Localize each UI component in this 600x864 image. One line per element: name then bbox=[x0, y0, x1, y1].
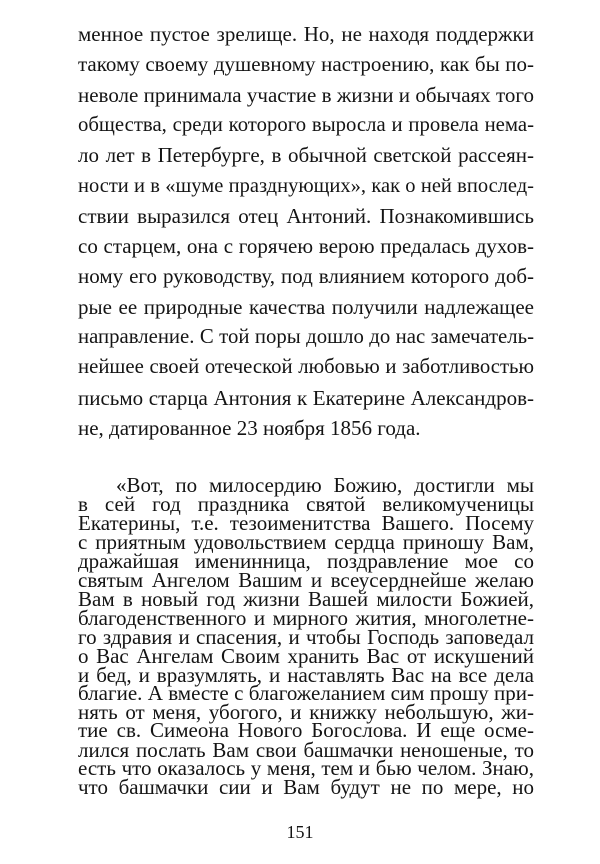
text-line: менное пустое зрелище. Но, не находя поддержки bbox=[78, 22, 534, 46]
text-line: Вам в новый год жизни Вашей милости Божией, bbox=[78, 587, 534, 611]
text-line: нейшее своей отеческой любовью и заботливостью bbox=[78, 356, 534, 378]
text-line: дражайшая именинница, поздравление мое со bbox=[78, 549, 534, 573]
text-line: письмо старца Антония к Екатерине Александров- bbox=[78, 386, 534, 410]
page-number: 151 bbox=[286, 822, 314, 842]
text-line: что башмачки сии и Вам будут не по мере, но bbox=[78, 775, 534, 799]
text-line: есть что оказалось у меня, тем и бью челом. Знаю, bbox=[78, 756, 534, 780]
text-line: не, датированное 23 ноября 1856 года. bbox=[78, 416, 421, 440]
text-line: о Вас Ангелам Своим хранить Вас от искушений bbox=[78, 644, 534, 668]
text-line: и бед, и вразумлять, и наставлять Вас на все дела bbox=[78, 663, 534, 687]
text-line: рые ее природные качества получили надлежащее bbox=[78, 295, 534, 319]
text-line: неволе принимала участие в жизни и обычаях того bbox=[78, 83, 534, 107]
text-line: ствии выразился отец Антоний. Познакомившись bbox=[78, 204, 534, 228]
text-line: в сей год праздника святой великомученицы bbox=[78, 492, 534, 516]
text-line: такому своему душевному настроению, как бы по- bbox=[78, 52, 534, 76]
text-line: ло лет в Петербурге, в обычной светской рассеян- bbox=[78, 143, 534, 167]
text-line: с приятным удовольствием сердца приношу Вам, bbox=[78, 530, 534, 554]
text-line: го здравия и спасения, и чтобы Господь заповедал bbox=[78, 625, 534, 649]
text-line: Екатерины, т.е. тезоименитства Вашего. Посему bbox=[78, 511, 534, 535]
text-line: ному его руководству, под влиянием которого доб- bbox=[78, 264, 534, 288]
text-line: лился послать Вам свои башмачки неношеные, то bbox=[78, 738, 534, 762]
text-line: «Вот, по милосердию Божию, достигли мы bbox=[116, 473, 534, 497]
text-line: благие. А вместе с благожеланием сим прошу при- bbox=[78, 681, 534, 705]
text-line: тие св. Симеона Нового Богослова. И еще осме- bbox=[78, 718, 534, 742]
text-line: нять от меня, убогого, и книжку небольшую, жи- bbox=[78, 700, 534, 724]
text-line: благоденственного и мирного жития, многолетне- bbox=[78, 606, 534, 630]
text-line: общества, среди которого выросла и провела нема- bbox=[78, 114, 534, 136]
text-line: ности и в «шуме празднующих», как о ней впослед- bbox=[78, 175, 534, 197]
text-line: со старцем, она с горячею верою предалась духов- bbox=[78, 234, 534, 258]
text-line: направление. С той поры дошло до нас замечатель- bbox=[78, 326, 534, 348]
text-line: святым Ангелом Вашим и всеусерднейше желаю bbox=[78, 568, 534, 592]
